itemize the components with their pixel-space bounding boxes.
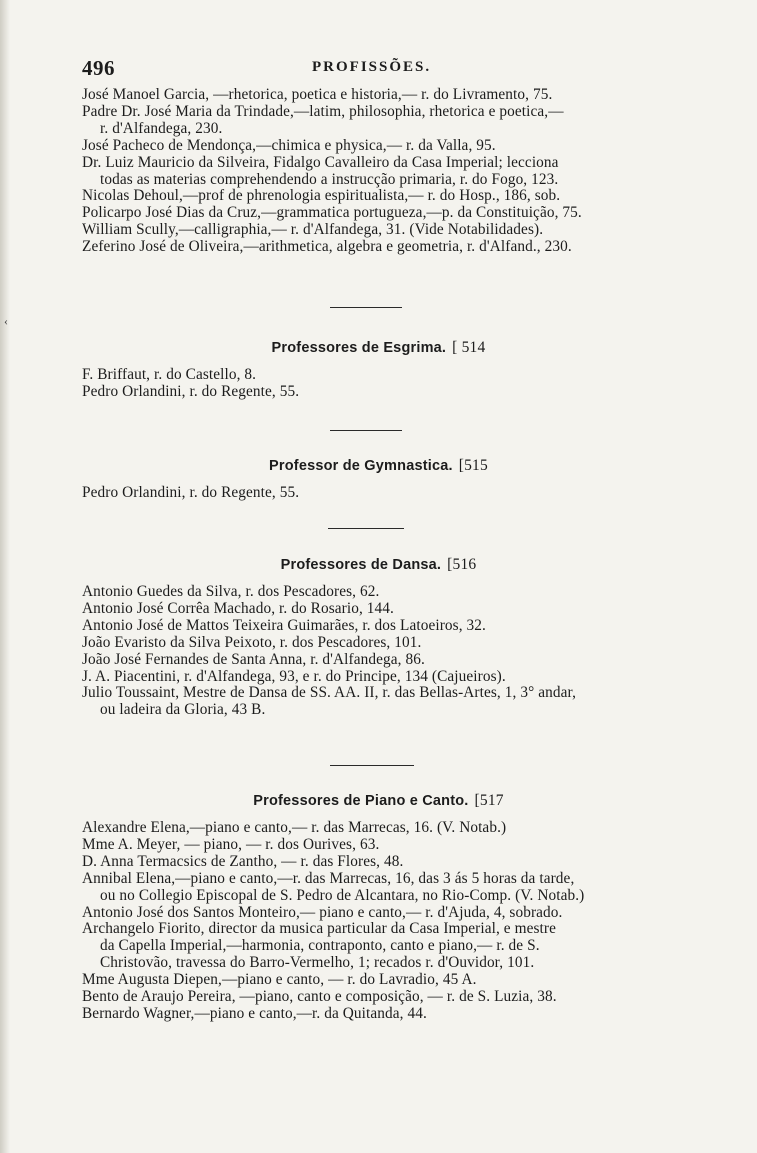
page-header	[82, 56, 710, 82]
list-item: Archangelo Fiorito, director da musica particular da Casa Imperial, e mestre da Capella Imperial,—harmonia, contraponto, canto e piano,— r. de S. Christovão, travessa do Barro-Vermelho, 1; recados r. d'Ouvidor, 101.	[82, 920, 556, 972]
list-item: F. Briffaut, r. do Castello, 8.	[82, 366, 257, 383]
list-item: Mme A. Meyer, — piano, — r. dos Ourives, 63.	[82, 835, 380, 853]
section-heading-dansa: Professores de Dansa. [516	[280, 556, 477, 573]
section-divider	[330, 765, 414, 766]
list-item: J. A. Piacentini, r. d'Alfandega, 93, e r. do Principe, 134 (Cajueiros).	[82, 667, 506, 685]
list-continued	[82, 87, 710, 256]
list-item: William Scully,—calligraphia,— r. d'Alfandega, 31. (Vide Notabilidades).	[82, 221, 544, 239]
list-item: Julio Toussaint, Mestre de Dansa de SS. AA. II, r. das Bellas-Artes, 1, 3° andar, ou ladeira da Gloria, 43 B.	[82, 684, 577, 719]
margin-mark: ‹	[4, 314, 8, 328]
list-item: Nicolas Dehoul,—prof de phrenologia espiritualista,— r. do Hosp., 186, sob.	[82, 187, 561, 205]
section-divider	[330, 307, 402, 308]
list-item: Antonio José de Mattos Teixeira Guimarães, r. dos Latoeiros, 32.	[82, 616, 486, 634]
list-item: Pedro Orlandini, r. do Regente, 55.	[82, 382, 300, 400]
section-heading-piano-canto: Professores de Piano e Canto. [517	[253, 792, 504, 809]
list-item: Antonio José Corrêa Machado, r. do Rosario, 144.	[82, 599, 394, 617]
list-item: José Pacheco de Mendonça,—chimica e physica,— r. da Valla, 95.	[82, 136, 496, 154]
list-item: Bernardo Wagner,—piano e canto,—r. da Quitanda, 44.	[82, 1004, 427, 1022]
list-esgrima	[82, 367, 710, 401]
list-item: Dr. Luiz Mauricio da Silveira, Fidalgo Cavalleiro da Casa Imperial; lecciona todas as materias comprehendendo a instrucção primaria, r. do Fogo, 123.	[82, 153, 559, 188]
page-spine-shadow	[0, 0, 10, 1153]
section-divider	[330, 430, 402, 431]
list-piano-canto	[82, 820, 710, 1023]
list-item: Mme Augusta Diepen,—piano e canto, — r. do Lavradio, 45 A.	[82, 971, 477, 989]
list-gymnastica	[82, 485, 710, 502]
list-item: Bento de Araujo Pereira, —piano, canto e composição, — r. de S. Luzia, 38.	[82, 988, 557, 1006]
list-item: D. Anna Termacsics de Zantho, — r. das Flores, 48.	[82, 852, 404, 870]
list-item: João Evaristo da Silva Peixoto, r. dos Pescadores, 101.	[82, 633, 422, 651]
list-item: Antonio José dos Santos Monteiro,— piano e canto,— r. d'Ajuda, 4, sobrado.	[82, 903, 563, 921]
list-item: Padre Dr. José Maria da Trindade,—latim, philosophia, rhetorica e poetica,— r. d'Alfandega, 230.	[82, 102, 564, 137]
section-heading-gymnastica: Professor de Gymnastica. [515	[269, 457, 488, 474]
list-item: Zeferino José de Oliveira,—arithmetica, algebra e geometria, r. d'Alfand., 230.	[82, 238, 572, 256]
section-heading-esgrima: Professores de Esgrima. [ 514	[271, 339, 486, 356]
page-number: 496	[82, 56, 115, 80]
list-item: Annibal Elena,—piano e canto,—r. das Marrecas, 16, das 3 ás 5 horas da tarde, ou no Collegio Episcopal de S. Pedro de Alcantara, no Rio-Comp. (V. Notab.)	[82, 869, 585, 904]
section-divider	[328, 528, 404, 529]
list-item: Policarpo José Dias da Cruz,—grammatica portugueza,—p. da Constituição, 75.	[82, 204, 582, 222]
list-item: Alexandre Elena,—piano e canto,— r. das Marrecas, 16. (V. Notab.)	[82, 819, 507, 836]
list-dansa	[82, 584, 710, 719]
running-title: PROFISSÕES.	[312, 59, 432, 75]
list-item: José Manoel Garcia, —rhetorica, poetica e historia,— r. do Livramento, 75.	[82, 86, 553, 103]
list-item: Pedro Orlandini, r. do Regente, 55.	[82, 484, 300, 501]
list-item: Antonio Guedes da Silva, r. dos Pescadores, 62.	[82, 583, 380, 600]
list-item: João José Fernandes de Santa Anna, r. d'Alfandega, 86.	[82, 650, 425, 668]
